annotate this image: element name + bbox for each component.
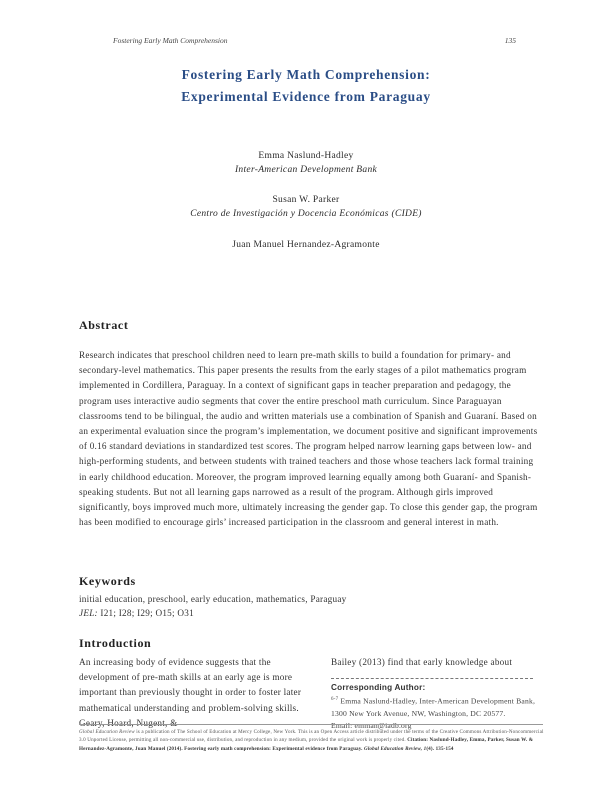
author-2 — [0, 195, 612, 219]
keywords-block — [79, 592, 543, 620]
affiliation-marker: 6-7 — [331, 697, 339, 703]
corresponding-author-name: Emma Naslund-Hadley, Inter-American Development Bank, 1300 New York Avenue, NW, Washington, DC 20577. — [331, 696, 536, 718]
footer-rule — [79, 724, 543, 725]
citation-pages: (4). 135-154 — [426, 745, 454, 752]
author-name: Emma Naslund-Hadley — [258, 151, 354, 161]
introduction-left-column: An increasing body of evidence suggests that the development of pre-math skills at an early age is more important than previously thought in order to foster later mathematical understanding and problem-solving skills. Geary, Hoard, Nugent, & — [79, 657, 302, 728]
author-3 — [0, 240, 612, 250]
corresponding-author-email: Email: emman@iadb.org — [331, 721, 412, 731]
footnote-divider — [331, 678, 533, 679]
jel-codes: I21; I28; I29; O15; O31 — [100, 608, 194, 618]
author-1 — [0, 151, 612, 175]
title-line-2: Experimental Evidence from Paraguay — [181, 89, 431, 104]
corresponding-author-address — [331, 694, 546, 720]
citation-label: Citation: — [407, 737, 429, 744]
author-name: Susan W. Parker — [272, 195, 340, 205]
page-number: 135 — [504, 36, 516, 45]
author-affiliation: Inter-American Development Bank — [234, 165, 378, 175]
page-footer — [79, 728, 545, 753]
keywords-text: initial education, preschool, early education, mathematics, Paraguay — [79, 594, 347, 604]
keywords-heading: Keywords — [79, 574, 136, 588]
paper-title — [0, 64, 612, 108]
jel-label: JEL: — [79, 608, 98, 618]
abstract-heading: Abstract — [79, 318, 129, 332]
footer-journal-name: Global Education Review — [79, 729, 135, 735]
introduction-heading: Introduction — [79, 636, 152, 650]
corresponding-author-heading: Corresponding Author: — [331, 683, 426, 692]
footer-license-text: is a publication of The School of Education at Mercy College, New York. This is an Open Access article distributed under the terms of the Creative Commons Attribution-Noncommercial 3.0 Unported License, permitting all non-commercial use, distribution, and reproduction in any medium, provided the original work is properly cited. — [79, 729, 544, 744]
jel-codes-line — [79, 606, 543, 620]
citation-journal: Global Education Review, 1 — [364, 745, 427, 752]
title-line-1: Fostering Early Math Comprehension: — [181, 67, 431, 82]
abstract-text: Research indicates that preschool children need to learn pre-math skills to build a foundation for primary- and secondary-level mathematics. This paper presents the results from the early stages of a pilot mathematics program implemented in Cordillera, Paraguay. In a context of significant gaps in teacher preparation and pedagogy, the program uses interactive audio segments that cover the entire preschool math curriculum. Since Paraguayan classrooms tend to be bilingual, the audio and written materials use a combination of Spanish and Guaraní. Based on an experimental evaluation since the program’s implementation, we document positive and significant improvements of 0.16 standard deviations in standardized test scores. The program helped narrow learning gaps between low- and high-performing students, and between students with trained teachers and those whose teachers lack formal training in early childhood education. Moreover, the program improved learning equally among both Guaraní- and Spanish-speaking students. But not all learning gaps narrowed as a result of the program. Although girls improved significantly, boys improved much more, ultimately increasing the gender gap. To close this gender gap, the program has been modified to encourage girls’ increased participation in the classroom and general interest in math. — [79, 350, 538, 528]
author-affiliation: Centro de Investigación y Docencia Económicas (CIDE) — [190, 209, 422, 219]
running-title: Fostering Early Math Comprehension — [113, 36, 228, 45]
introduction-right-column: Bailey (2013) find that early knowledge about — [331, 657, 513, 667]
author-name: Juan Manuel Hernandez-Agramonte — [232, 240, 380, 250]
running-header — [113, 36, 516, 45]
citation-text: Naslund-Hadley, Emma, Parker, Susan W. & Hernandez-Agramonte, Juan Manuel (2014). Fostering early math comprehension: Experimental evidence from Paraguay. — [79, 737, 534, 752]
